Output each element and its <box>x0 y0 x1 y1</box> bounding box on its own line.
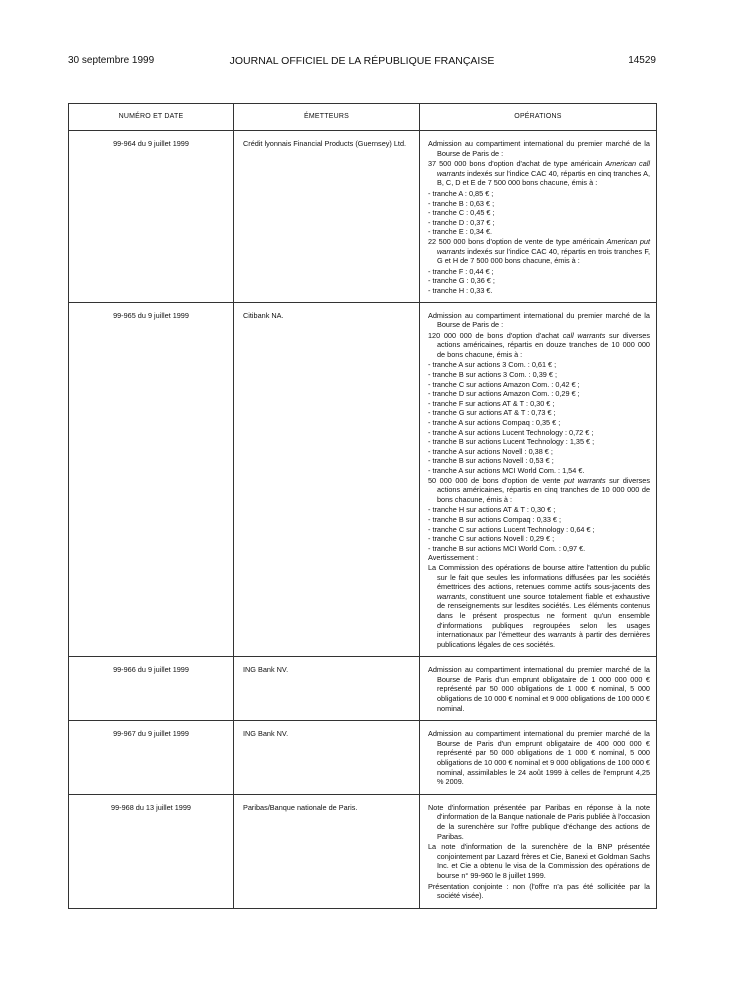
list-item: - tranche B sur actions 3 Com. : 0,39 € ; <box>428 370 557 380</box>
row-issuer: Paribas/Banque nationale de Paris. <box>234 794 420 908</box>
list-item: - tranche B sur actions Lucent Technology : 1,35 € ; <box>428 437 595 447</box>
row-issuer: Crédit lyonnais Financial Products (Guernsey) Ltd. <box>234 131 420 303</box>
list-item: - tranche H sur actions AT & T : 0,30 € ; <box>428 505 556 515</box>
list-item: - tranche C sur actions Lucent Technology : 0,64 € ; <box>428 524 595 534</box>
list-item: - tranche G : 0,36 € ; <box>428 276 495 286</box>
operation-paragraph: Présentation conjointe : non (l'offre n'a pas été sollicitée par la société visée). <box>428 881 650 901</box>
list-item: - tranche B sur actions MCI World Com. : 0,97 €. <box>428 543 586 553</box>
list-item: - tranche C sur actions Novell : 0,29 € ; <box>428 534 555 544</box>
operation-paragraph <box>428 476 650 505</box>
text-fragment: à partir des dernières publications légales de ces sociétés. <box>437 630 651 649</box>
text-fragment: sur diverses actions américaines, répartis en cinq tranches de 10 000 000 de bons chacune, émis à : <box>437 475 650 504</box>
row-issuer: ING Bank NV. <box>234 721 420 795</box>
operation-paragraph <box>428 237 650 266</box>
table-header-row <box>69 104 657 131</box>
row-number-date: 99-968 du 13 juillet 1999 <box>69 794 234 908</box>
list-item: - tranche F sur actions AT & T : 0,30 € ; <box>428 398 555 408</box>
operation-paragraph: Note d'information présentée par Paribas en réponse à la note d'information de la Banque nationale de Paris publiée à l'occasion de la surenchère sur l'offre publique d'échange des actions de Paribas. <box>428 802 650 841</box>
row-number-date: 99-964 du 9 juillet 1999 <box>69 131 234 303</box>
list-item: - tranche C sur actions Amazon Com. : 0,42 € ; <box>428 379 580 389</box>
row-number-date: 99-966 du 9 juillet 1999 <box>69 657 234 721</box>
operation-paragraph <box>428 159 650 188</box>
row-number-date: 99-967 du 9 juillet 1999 <box>69 721 234 795</box>
warning-title: Avertissement : <box>428 553 479 563</box>
operation-paragraph: Admission au compartiment international du premier marché de la Bourse de Paris de : <box>428 310 650 330</box>
table-row <box>69 794 657 908</box>
list-item: - tranche F : 0,44 € ; <box>428 266 494 276</box>
list-item: - tranche D : 0,37 € ; <box>428 217 495 227</box>
warning-paragraph <box>428 563 650 649</box>
list-item: - tranche H : 0,33 €. <box>428 285 493 295</box>
column-header-issuers: ÉMETTEURS <box>234 104 420 131</box>
row-operations <box>420 302 657 657</box>
text-fragment: 22 500 000 bons d'option de vente de type américain <box>428 236 607 246</box>
list-item: - tranche B sur actions Compaq : 0,33 € ; <box>428 514 562 524</box>
row-operations <box>420 794 657 908</box>
row-issuer: Citibank NA. <box>234 302 420 657</box>
row-operations <box>420 657 657 721</box>
italic-term: warrants <box>548 630 577 640</box>
page-number: 14529 <box>628 55 656 66</box>
italic-term: warrants <box>437 591 465 601</box>
list-item: - tranche B sur actions Novell : 0,53 € ; <box>428 456 554 466</box>
column-header-operations: OPÉRATIONS <box>420 104 657 131</box>
list-item: - tranche C : 0,45 € ; <box>428 208 495 218</box>
text-fragment: , constituent une source totalement fiable et exhaustive de renseignements sur lesdites sociétés. Les éléments contenus dans le présent prospectus ne forment qu'un ensemble d'informations publiques regroupées selon les usages internationaux par l'émetteur des <box>437 591 650 640</box>
table-row <box>69 721 657 795</box>
row-operations <box>420 721 657 795</box>
italic-term: American call warrants <box>437 159 650 178</box>
row-number-date: 99-965 du 9 juillet 1999 <box>69 302 234 657</box>
operations-table <box>68 103 657 909</box>
list-item: - tranche G sur actions AT & T : 0,73 € ; <box>428 408 556 418</box>
text-fragment: 120 000 000 de bons d'option d'achat <box>428 330 563 340</box>
table-row <box>69 131 657 303</box>
list-item: - tranche A sur actions Compaq : 0,35 € ; <box>428 418 561 428</box>
italic-term: American put warrants <box>437 236 650 256</box>
text-fragment: La Commission des opérations de bourse attire l'attention du public sur le fait que seules les informations diffusées par les sociétés émettrices des actions, retenues comme actifs sous-jacents des <box>428 562 650 592</box>
text-fragment: indexés sur l'indice CAC 40, répartis en trois tranches F, G et H de 7 500 000 bons chacune, émis à : <box>437 246 650 266</box>
operation-paragraph: Admission au compartiment international du premier marché de la Bourse de Paris de : <box>428 139 650 158</box>
row-issuer: ING Bank NV. <box>234 657 420 721</box>
table-row <box>69 302 657 657</box>
italic-term: put warrants <box>563 475 606 485</box>
operation-paragraph <box>428 331 650 360</box>
text-fragment: 37 500 000 bons d'option d'achat de type américain <box>428 159 606 169</box>
operation-paragraph: Admission au compartiment international du premier marché de la Bourse de Paris d'un emprunt obligataire de 1 000 000 000 € représenté par 50 000 obligations de 1 000 € nominal, 5 000 obligations de 10 000 € nominal et 9 000 obligations de 100 000 € nominal. <box>428 665 650 713</box>
list-item: - tranche B : 0,63 € ; <box>428 198 495 208</box>
text-fragment: 50 000 000 de bons d'option de vente <box>428 475 564 485</box>
operation-paragraph: Admission au compartiment international du premier marché de la Bourse de Paris d'un emprunt obligataire de 400 000 000 € représenté par 50 000 obligations de 1 000 € nominal, 5 000 obligations de 10 000 € nominal et 9 000 obligations de 100 000 € nominal, assimilables le 24 août 1999 à celles de l'emprunt 4,25 % 2009. <box>428 729 650 787</box>
header-date: 30 septembre 1999 <box>68 55 155 66</box>
row-operations <box>420 131 657 303</box>
journal-title: JOURNAL OFFICIEL DE LA RÉPUBLIQUE FRANÇAISE <box>229 55 495 67</box>
operation-paragraph: La note d'information de la surenchère de la BNP présentée conjointement par Lazard frères et Cie, Banexi et Goldman Sachs Inc. et Cie a obtenu le visa de la Commission des opérations de bourse n° 99-960 le 8 juillet 1999. <box>428 842 650 880</box>
table-row <box>69 657 657 721</box>
list-item: - tranche D sur actions Amazon Com. : 0,29 € ; <box>428 389 580 399</box>
list-item: - tranche A : 0,85 € ; <box>428 188 494 198</box>
list-item: - tranche A sur actions Novell : 0,38 € ; <box>428 446 553 456</box>
list-item: - tranche A sur actions Lucent Technology : 0,72 € ; <box>428 427 594 437</box>
italic-term: call warrants <box>562 330 606 340</box>
list-item: - tranche A sur actions 3 Com. : 0,61 € ; <box>428 360 557 370</box>
text-fragment: indexés sur l'indice CAC 40, répartis en cinq tranches A, B, C, D et E de 7 500 000 bons chacune, émis à : <box>437 168 650 188</box>
text-fragment: sur diverses actions américaines, répartis en douze tranches de 10 000 000 de bons chacune, émis à : <box>437 330 650 359</box>
column-header-number-date: NUMÉRO ET DATE <box>69 104 234 131</box>
list-item: - tranche E : 0,34 €. <box>428 227 493 237</box>
list-item: - tranche A sur actions MCI World Com. : 1,54 €. <box>428 466 585 475</box>
